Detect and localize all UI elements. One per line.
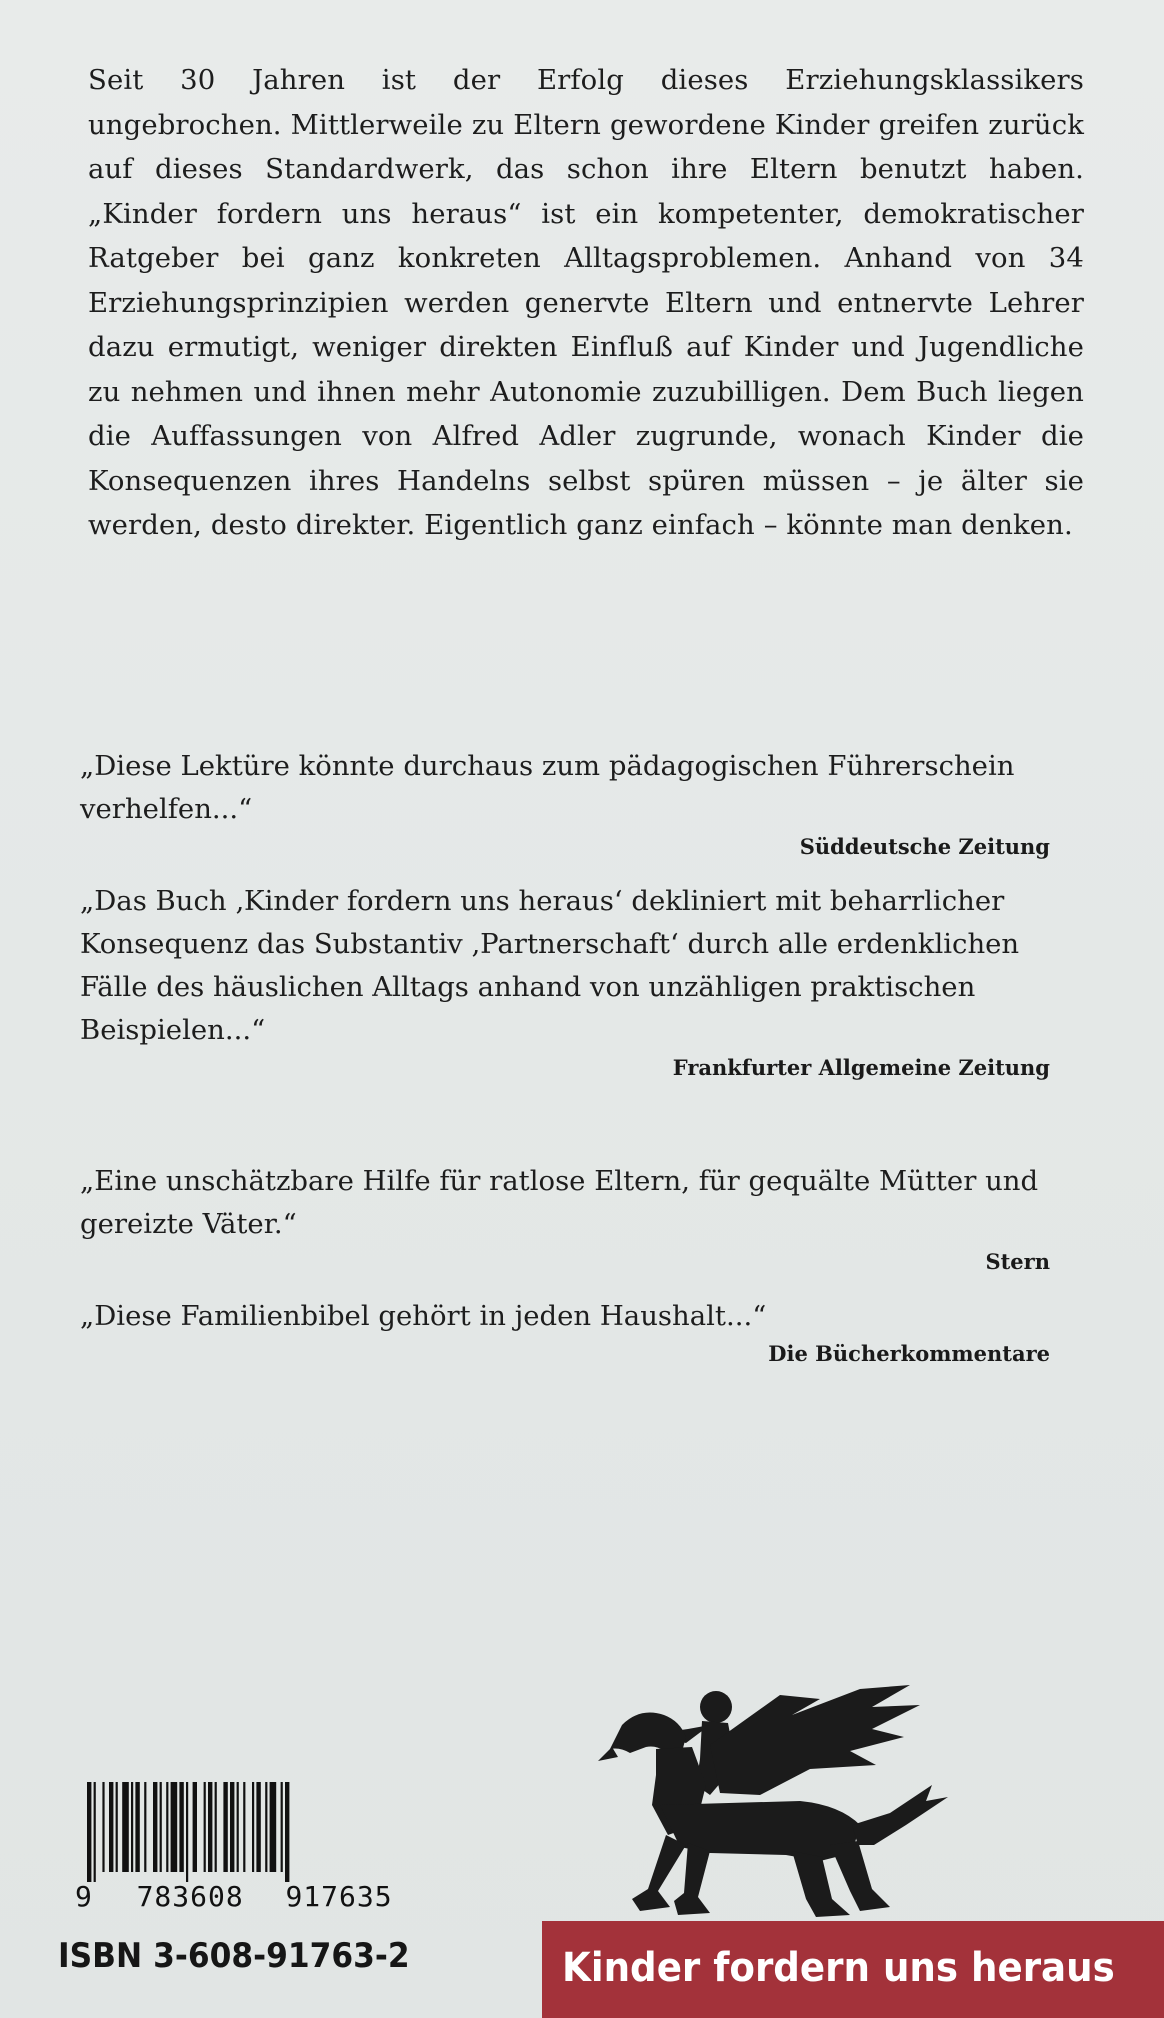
review-2 <box>80 880 1080 1082</box>
barcode-bar <box>265 1782 267 1872</box>
barcode-bar <box>135 1782 139 1872</box>
review-source: Die Bücherkommentare <box>768 1341 1050 1366</box>
barcode-bar <box>208 1782 212 1872</box>
title-band <box>542 1921 1164 2018</box>
barcode-bar <box>116 1782 118 1872</box>
review-source: Stern <box>985 1249 1050 1274</box>
barcode-bar <box>153 1782 157 1872</box>
review-source: Süddeutsche Zeitung <box>799 834 1050 859</box>
ean-first-digit: 9 <box>75 1880 93 1913</box>
review-3 <box>80 1160 1080 1276</box>
barcode-bar <box>223 1782 227 1872</box>
barcode-bar <box>230 1782 234 1872</box>
barcode-bar <box>204 1782 206 1872</box>
review-1 <box>80 745 1080 861</box>
isbn-label: ISBN 3-608-91763-2 <box>58 1936 410 1976</box>
barcode-bar <box>102 1782 104 1872</box>
blurb-text: Seit 30 Jahren ist der Erfolg dieses Erziehungsklassikers ungebrochen. Mittlerweile zu Eltern gewordene Kinder greifen zurück auf dieses Standardwerk, das schon ihre Eltern benutzt haben. „Kinder fordern uns heraus“ ist ein kompetenter, demokratischer Ratgeber bei ganz konkreten Alltagsproblemen. Anhand von 34 Erziehungsprinzipien werden genervte Eltern und entnervte Lehrer dazu ermutigt, weniger direkten Einfluß auf Kinder und Jugendliche zu nehmen und ihnen mehr Autonomie zuzubilligen. Dem Buch liegen die Auffassungen von Alfred Adler zugrunde, wonach Kinder die Konsequenzen ihres Handelns selbst spüren müssen – je älter sie werden, desto direkter. Eigentlich ganz einfach – könnte man denken. <box>88 64 1084 541</box>
barcode-bar <box>131 1782 133 1872</box>
barcode-bar <box>160 1782 162 1872</box>
ean-barcode <box>75 1782 425 1932</box>
review-quote: „Diese Lektüre könnte durchaus zum pädagogischen Führerschein verhelfen...“ <box>80 750 1015 825</box>
barcode-bar <box>109 1782 113 1872</box>
review-4 <box>80 1295 1080 1368</box>
barcode-bar <box>281 1782 283 1872</box>
review-quote: „Das Buch ‚Kinder fordern uns heraus‘ dekliniert mit beharrlicher Konsequenz das Substantiv ‚Partnerschaft‘ durch alle erdenklichen Fälle des häuslichen Alltags anhand von unzähligen praktischen Beispielen...“ <box>80 885 1020 1046</box>
barcode-bar <box>122 1782 129 1872</box>
barcode-bar <box>144 1782 146 1872</box>
barcode-bar <box>171 1782 178 1872</box>
ean-group-left: 783608 <box>136 1880 244 1913</box>
barcode-bar <box>252 1782 254 1872</box>
barcode-bar <box>193 1782 197 1872</box>
barcode-bars-icon <box>75 1782 425 1882</box>
review-quote: „Diese Familienbibel gehört in jeden Haushalt...“ <box>80 1300 767 1332</box>
review-quote: „Eine unschätzbare Hilfe für ratlose Eltern, für gequälte Mütter und gereizte Väter.“ <box>80 1165 1039 1240</box>
barcode-bar <box>270 1782 277 1872</box>
ean-group-right: 917635 <box>285 1880 393 1913</box>
barcode-bar <box>237 1782 239 1872</box>
barcode-bar <box>186 1782 188 1882</box>
barcode-bar <box>256 1782 260 1872</box>
ean-number <box>75 1882 393 1912</box>
griffin-with-rider-icon <box>560 1685 950 1925</box>
barcode-bar <box>94 1782 96 1882</box>
barcode-bar <box>285 1782 289 1882</box>
barcode-bar <box>87 1782 91 1882</box>
barcode-bar <box>166 1782 168 1872</box>
barcode-bar <box>215 1782 217 1872</box>
barcode-bar <box>179 1782 183 1872</box>
book-title: Kinder fordern uns heraus <box>562 1945 1115 1991</box>
barcode-bar <box>243 1782 245 1872</box>
review-source: Frankfurter Allgemeine Zeitung <box>672 1055 1050 1080</box>
